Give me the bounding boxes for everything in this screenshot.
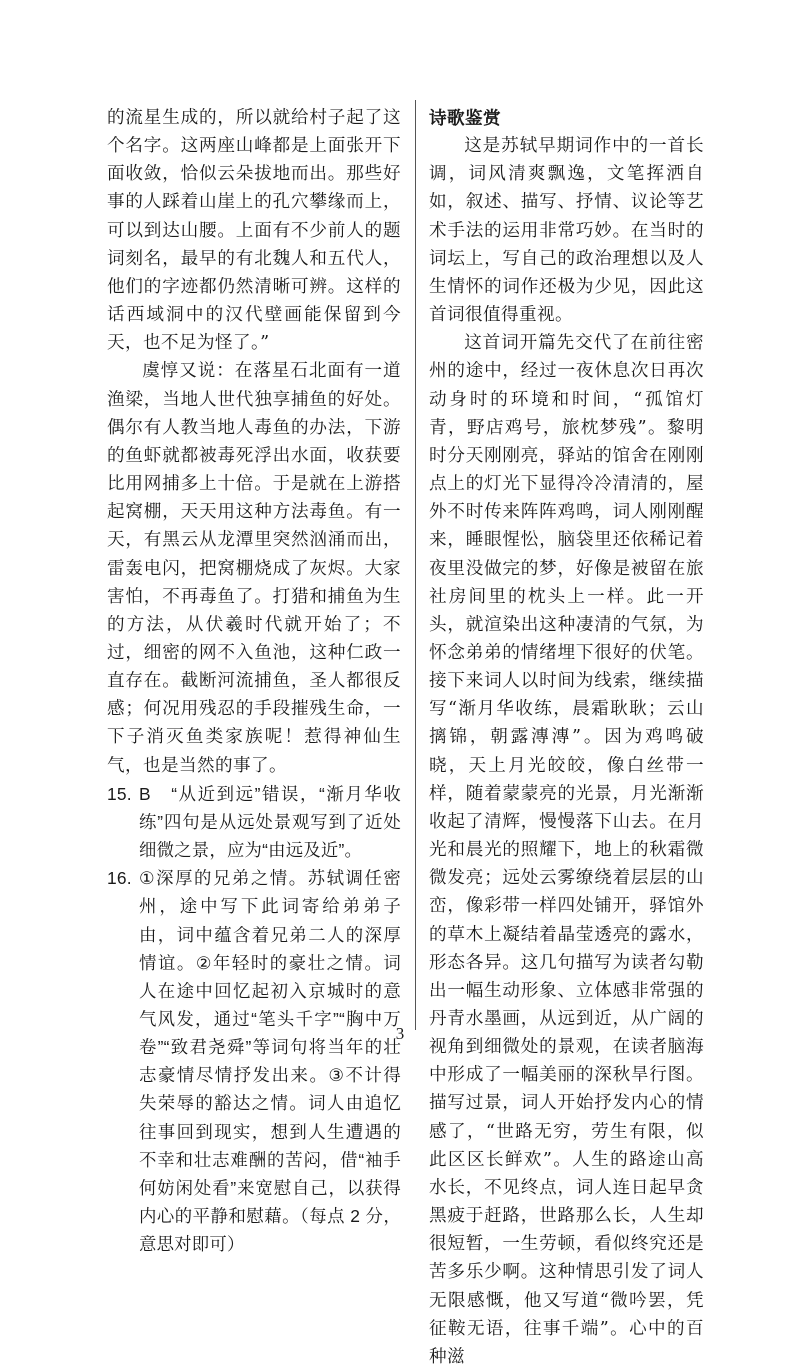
- answer-list: [107, 780, 401, 1259]
- translation-paragraph-1: 的流星生成的，所以就给村子起了这个名字。这两座山峰都是上面张开下面收敛，恰似云朵拔地而出。那些好事的人踩着山崖上的孔穴攀缘而上，可以到达山腰。上面有不少前人的题词刻名，最早的有北魏人和五代人，他们的字迹都仍然清晰可辨。这样的话西域洞中的汉代壁画能保留到今天，也不足为怪了。”: [107, 108, 401, 354]
- appreciation-paragraph-1: 这是苏轼早期词作中的一首长调，词风清爽飘逸，文笔挥洒自如，叙述、描写、抒情、议论等艺术手法的运用非常巧妙。在当时的词坛上，写自己的政治理想以及人生情怀的词作还极为少见，因此这首词很值得重视。: [429, 136, 704, 326]
- answer-item-15: [107, 780, 401, 864]
- answer-text: B “从近到远”错误，“渐月华收练”四句是从远处景观写到了近处细微之景，应为“由远及近”。: [139, 783, 401, 861]
- column-divider: [415, 100, 416, 1030]
- translation-paragraph-2: 虞惇又说：在落星石北面有一道渔梁，当地人世代独享捕鱼的好处。偶尔有人教当地人毒鱼的办法，下游的鱼虾就都被毒死浮出水面，收获要比用网捕多上十倍。于是就在上游搭起窝棚，天天用这种方法毒鱼。有一天，有黑云从龙潭里突然汹涌而出，雷轰电闪，把窝棚烧成了灰烬。大家害怕，不再毒鱼了。打猎和捕鱼为生的方法，从伏羲时代就开始了；不过，细密的网不入鱼池，这种仁政一直存在。截断河流捕鱼，圣人都很反感；何况用残忍的手段摧残生命，一下子消灭鱼类家族呢！惹得神仙生气，也是当然的事了。: [107, 361, 401, 776]
- section-title: 诗歌鉴赏: [429, 108, 501, 128]
- answer-text: ①深厚的兄弟之情。苏轼调任密州，途中写下此词寄给弟弟子由，词中蕴含着兄弟二人的深厚情谊。②年轻时的豪壮之情。词人在途中回忆起初入京城时的意气风发，通过“笔头千字”“胸中万卷”“致君尧舜”等词句将当年的壮志豪情尽情抒发出来。③不计得失荣辱的豁达之情。词人由追忆往事回到现实，想到人生遭遇的不幸和壮志难酬的苦闷，借“袖手何妨闲处看”来宽慰自己，以获得内心的平静和慰藉。（每点 2 分，意思对即可）: [139, 868, 401, 1255]
- answer-item-16: [107, 864, 401, 1258]
- left-column: [107, 104, 401, 1258]
- answer-number: 16.: [107, 868, 132, 889]
- appreciation-paragraph-2: 这首词开篇先交代了在前往密州的途中，经过一夜休息次日再次动身时的环境和时间，“孤馆灯青，野店鸡号，旅枕梦残”。黎明时分天刚刚亮，驿站的馆舍在刚刚点上的灯光下显得冷冷清清的，屋外不时传来阵阵鸡鸣，词人刚刚醒来，睡眼惺忪，脑袋里还依稀记着夜里没做完的梦，好像是被留在旅社房间里的枕头上一样。此一开头，就渲染出这种凄清的气氛，为怀念弟弟的情绪埋下很好的伏笔。接下来词人以时间为线索，继续描写“渐月华收练，晨霜耿耿；云山摛锦，朝露漙漙”。因为鸡鸣破晓，天上月光皎皎，像白丝带一样，随着蒙蒙亮的光景，月光渐渐收起了清辉，慢慢落下山去。在月光和晨光的照耀下，地上的秋霜微微发亮；远处云雾缭绕着层层的山峦，像彩带一样四处铺开，驿馆外的草木上凝结着晶莹透亮的露水，形态各异。这几句描写为读者勾勒出一幅生动形象、立体感非常强的丹青水墨画，从远到近，从广阔的视角到细微处的景观，在读者脑海中形成了一幅美丽的深秋旱行图。描写过景，词人开始抒发内心的情感了，“世路无穷，劳生有限，似此区区长鲜欢”。人生的路途山高水长，不见终点，词人连日起早贪黑疲于赶路，世路那么长，人生却很短暂，一生劳顿，看似终究还是苦多乐少啊。这种情思引发了词人无限感慨，他又写道“微吟罢，凭征鞍无语，往事千端”。心中的百种滋: [429, 333, 704, 1367]
- answer-number: 15.: [107, 783, 132, 804]
- page-number: 3: [395, 1024, 405, 1043]
- right-column: [429, 104, 704, 1371]
